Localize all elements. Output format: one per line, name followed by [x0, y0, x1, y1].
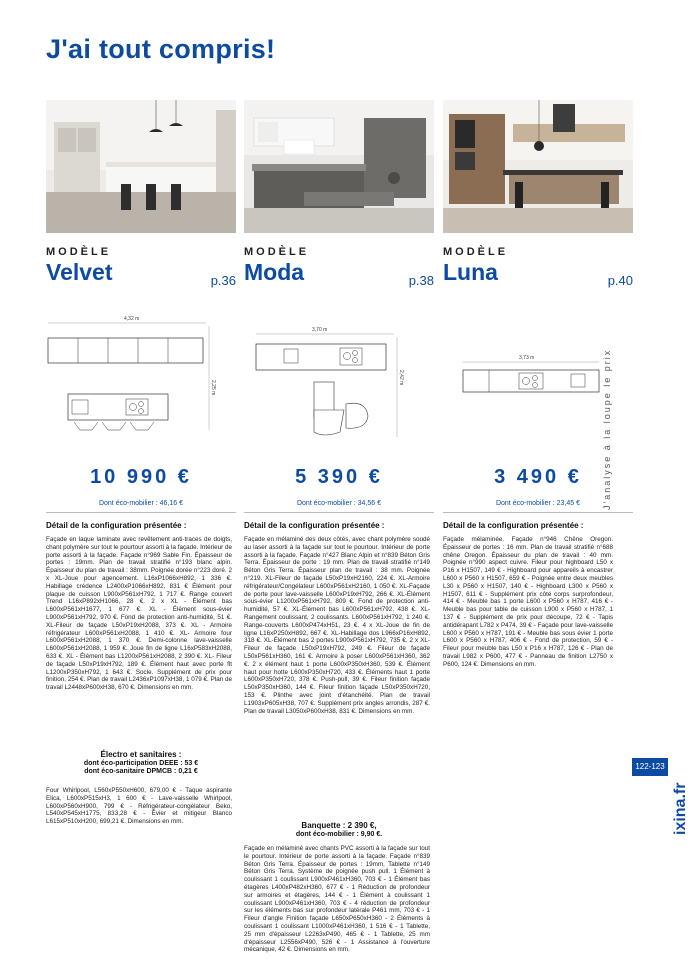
price: 5 390 €	[295, 466, 383, 488]
price: 3 490 €	[494, 466, 582, 488]
side-tagline: J'analyse à la loupe le prix	[602, 348, 612, 510]
detail-text: Façade mélaminée. Façade n°946 Chêne Oregon. Épaisseur de portes : 16 mm. Plan de travail stratifié n°688 chêne Oregon. Épaisseur du plan de travail : 40 mm. Poignée n°990 aspect cuivre. Fileur pour highboard L50 x P16 x H1507, 149 € - Highboard pour appareils à encastrer L600 x P560 x H1507, 659 € - Poignée entre deux meubles L30 x P560 x H1507, 140 € - Highboard L300 x P560 x H1507, 611 € - Supplément prix côté corps surprofondeur, 414 € - Meuble bas 1 porte L600 x P560 x H787, 416 € - Meuble bas pour table de cuisson L900 x P560 x H787, 1 137 € - Supplément de prix pour découpe, 72 € - Tapis antidérapant L782 x P474, 39 € - Façade pour lave-vaisselle L600 x P560 x H787, 191 € - Meuble bas sous évier 1 porte L600 x P560 x H787, 406 € - Fond de protection, 59 € - Fileur pour meuble bas L50 x P16 x H787, 126 € - Plan de travail L982 x P600, 477 € - Panneau de finition L2750 x P600, 124 €. Dimensions en mm.	[443, 536, 613, 668]
dimension-width: 3,70 m	[312, 327, 328, 333]
eco-mobilier: Dont éco-mobilier : 34,56 €	[296, 500, 382, 507]
divider	[244, 512, 434, 513]
model-name: Luna	[443, 259, 498, 285]
detail-title: Détail de la configuration présentée :	[244, 521, 385, 530]
kitchen-photo-moda	[244, 100, 434, 233]
extras-block	[244, 822, 434, 839]
model-label: MODÈLE	[46, 246, 112, 258]
divider	[46, 512, 236, 513]
extras-title: Électro et sanitaires :	[100, 750, 182, 759]
extras-line: dont éco-sanitaire DPMCB : 0,21 €	[84, 768, 198, 775]
extras-line: dont éco-participation DEEE : 53 €	[83, 759, 199, 767]
extras-text: Four Whirlpool, L560xP550xH600, 679,00 € - Taque aspirante Elica, L600xP515xH3, 1 600 € - Lave-vaisselle Whirlpool, L600xP560xH900, 799 € - Réfrigérateur-congélateur Beko, L540xP545xH1775, 833,28 € - Évier et mitigeur Blanco L615xP510xH200, 699,21 €. Dimensions en mm.	[46, 787, 232, 826]
model-header-velvet	[46, 246, 236, 294]
model-name: Moda	[244, 259, 305, 285]
kitchen-photo-luna	[443, 100, 633, 233]
extras-title: Banquette : 2 390 €,	[301, 821, 377, 830]
dimension-depth: 2,42 m	[398, 370, 404, 386]
extras-block	[46, 751, 236, 777]
dimension-width: 3,73 m	[519, 355, 535, 361]
kitchen-photo-velvet	[46, 100, 236, 233]
detail-text: Façade en mélaminé des deux côtés, avec chant polymère soudé au laser assorti à la façade sur tout le pourtour. Intérieur de porte assorti à la façade. Façade n°427 Blanc Alpin et n°839 Béton Gris Terra. Épaisseur de porte : 19 mm. Plan de travail stratifié n°149 Béton Gris Terra. Épaisseur plan de travail : 38 mm. Poignée n°219. XL-Fileur de façade L50xP19xH2160, 224 €. XL-Armoire réfrigérateur/Congélateur L600xP561xH2160, 1 050 €. XL-Façade de porte pour lave-vaisselle L600xP19xH792, 266 €. XL-Élément sous-évier L1200xP561xH792, 809 €. Fond de protection anti-humidité, 57 €. XL-Élément bas L600xP561xH792, 438 €. XL-Rangement coulissant, 2 coulissants. L600xP561xH792, 1 240 €. Range-couverts L600xP474xH51, 23 €. 4 x XL-Joue de fin de ligne L16xP250xH892, 667 €. XL-Habillage dos L966xP16xH892, 318 €. XL-Élément bas 2 portes L900xP561xH792, 735 €. 2 x XL-Fileur de façade L50xP19xH792, 249 €. Fileur de façade L50xP561xH360, 161 €. Armoire à poser L600xP561xH360, 362 €. 2 x élément haut 1 porte L600xP350xH360, 539 €. Élément haut pour hotte L600xP350xH720, 433 €. Éléments haut 1 porte L600xP350xH720, 378 €. Push-pull, 39 €. Fileur finition façade L50xP350xH360, 144 €. Fileur finition façade L50xP350xH720, 153 €. Plinthe avec joint d'étanchéité. Plan de travail L1903xP605xH38, 707 €. Supplément prix angles arrondis, 287 €. Plan de travail L3050xP600xH38, 831 €. Dimensions en mm.	[244, 536, 430, 715]
dimension-depth: 2,25 m	[210, 380, 216, 396]
dimension-width: 4,32 m	[124, 316, 140, 322]
extras-line: dont éco-mobilier : 9,90 €.	[295, 830, 383, 838]
divider	[443, 512, 633, 513]
model-header-moda	[244, 246, 434, 294]
detail-title: Détail de la configuration présentée :	[46, 521, 187, 530]
page-number-badge: 122-123	[632, 758, 668, 776]
extras-text: Façade en mélaminé avec chants PVC assorti à la façade sur tout le pourtour. Intérieur de porte assorti à la façade. Façade n°839 Béton Gris Terra. Épaisseur de portes : 19mm. Tablette n°149 Béton Gris Terra. Système de poignée push pull. 1 Élément à coulissant 1 coulissant L900xP461xH360, 703 € - 1 Élément bas étagères L400xP482xH360, 677 € - 1 Réduction de profondeur sur armoires et étagères, 144 € - 1 Élément à coulissant 1 coulissant L900xP461xH360, 703 € - 4 réduction de profondeur sur les éléments bas sur profondeur latérale P461 mm, 703 € - 1 Fileur d'angle Finition façade L650xP650xH360 - 2 Éléments à coulissant 1 coulissant L1000xP461xH360, 1 516 € - 1 Tablette, 25 mm d'épaisseur L2263xP490, 465 € - 1 Tablette, 25 mm d'épaisseur L2556xP490, 526 € - 1 Assistance à l'ouverture mécanique, 42 €. Dimensions en mm.	[244, 845, 430, 954]
price: 10 990 €	[90, 466, 192, 488]
detail-title: Détail de la configuration présentée :	[443, 521, 584, 530]
detail-text: Façade en laque laminate avec revêtement anti-traces de doigts, chant polymère sur tout le pourtour assorti à la façade. Intérieur de porte assorti à la façade. Façade n°969 Sable Fin. Épaisseur de portes : 19mm. Plan de travail stratifié n°193 blanc alpin. Épaisseur du plan de travail : 38mm. Poignée dorée n°223 doré. 2 x XL-Joue pour agencement. L16xP1066xH892, 1 336 €. Habillage crédence L2400xP1066xH892, 831 € Élément pour plaque de cuisson L900xP561xH792, 1 717 €. Range couvert Trend L16xP892xH1066, 28 €. 2 x XL - Élément bas L600xP561xH1677, 1 677 €. XL - Élément sous-évier L900xP561xH792, 970 €. Fond de protection anti-humidité, 51 €. XL-Fileur de façade L50xP19xH2088, 373 €. XL - Armoire réfrigérateur L600xP561xH2088, 1 410 €. XL- Armoire four L600xP561xH2088, 1 370 €. Demi-colonne lave-vaisselle L600xP561xH2088, 1 959 €. Joue fin de ligne L16xP583xH2088, 633 €. XL - Élément bas L1200xP561xH2088, 2 390 €. XL- Fileur de façade L50xP19xH792, 189 €. Élément haut avec porte flt L1200xP350xH792, 1 643 €. Socle. Supplément de prix pour finition, 254 €. Plan de travail L2436xP1097xH38, 1 079 €. Plan de travail L2448xP600xH38, 670 €. Dimensions en mm.	[46, 536, 232, 692]
eco-mobilier: Dont éco-mobilier : 46,16 €	[98, 500, 184, 507]
floor-plan-moda	[244, 312, 434, 442]
ixina-logo: ixina.fr	[672, 782, 689, 835]
model-page-link[interactable]: p.36	[210, 273, 236, 288]
model-name: Velvet	[46, 259, 113, 285]
model-label: MODÈLE	[443, 246, 509, 258]
page-title: J'ai tout compris!	[46, 34, 276, 64]
model-page-link[interactable]: p.40	[607, 273, 633, 288]
model-page-link[interactable]: p.38	[408, 273, 434, 288]
eco-mobilier: Dont éco-mobilier : 23,45 €	[495, 500, 581, 507]
model-label: MODÈLE	[244, 246, 310, 258]
floor-plan-velvet	[46, 312, 236, 442]
